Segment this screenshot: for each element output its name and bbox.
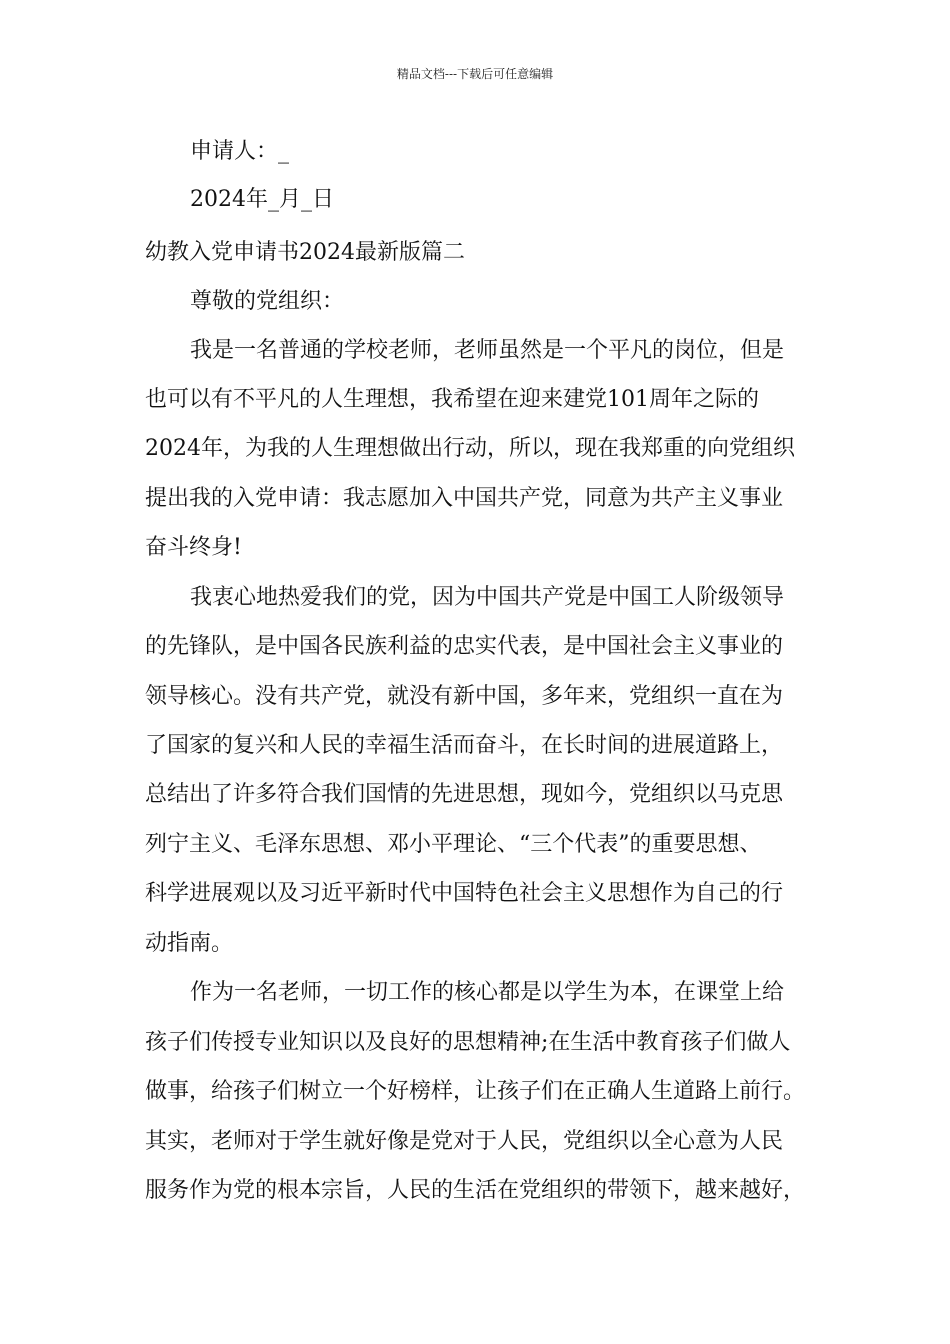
paragraph-3-line-1: 作为一名老师，一切工作的核心都是以学生为本，在课堂上给 [190,980,785,1005]
paragraph-2-line-2: 的先锋队，是中国各民族利益的忠实代表，是中国社会主义事业的 [145,634,784,659]
paragraph-1-line-5: 奋斗终身! [145,535,242,560]
paragraph-1-line-1: 我是一名普通的学校老师，老师虽然是一个平凡的岗位，但是 [190,338,785,363]
paragraph-1-line-4: 提出我的入党申请：我志愿加入中国共产党，同意为共产主义事业 [145,486,784,511]
paragraph-2-line-3: 领导核心。没有共产党，就没有新中国，多年来，党组织一直在为 [145,684,784,709]
page-header: 精品文档---下载后可任意编辑 [396,67,554,81]
paragraph-1-line-2: 也可以有不平凡的人生理想，我希望在迎来建党101周年之际的 [145,387,759,412]
date-line: 2024年_月_日 [190,187,334,212]
paragraph-2-line-1: 我衷心地热爱我们的党，因为中国共产党是中国工人阶级领导 [190,585,785,610]
paragraph-3-line-2: 孩子们传授专业知识以及良好的思想精神;在生活中教育孩子们做人 [145,1030,791,1055]
paragraph-2-line-5: 总结出了许多符合我们国情的先进思想，现如今，党组织以马克思 [145,782,784,807]
salutation: 尊敬的党组织： [190,289,345,314]
paragraph-2-line-8: 动指南。 [145,931,234,956]
applicant-line: 申请人：_ [190,139,290,164]
paragraph-1-line-3: 2024年，为我的人生理想做出行动，所以，现在我郑重的向党组织 [145,436,795,461]
paragraph-3-line-5: 服务作为党的根本宗旨，人民的生活在党组织的带领下，越来越好， [145,1178,806,1203]
paragraph-3-line-4: 其实，老师对于学生就好像是党对于人民，党组织以全心意为人民 [145,1129,784,1154]
section-title: 幼教入党申请书2024最新版篇二 [145,240,465,265]
paragraph-2-line-7: 科学进展观以及习近平新时代中国特色社会主义思想作为自己的行 [145,881,784,906]
paragraph-3-line-3: 做事，给孩子们树立一个好榜样，让孩子们在正确人生道路上前行。 [145,1079,806,1104]
paragraph-2-line-4: 了国家的复兴和人民的幸福生活而奋斗，在长时间的进展道路上， [145,733,784,758]
paragraph-2-line-6: 列宁主义、毛泽东思想、邓小平理论、“三个代表”的重要思想、 [145,832,762,857]
